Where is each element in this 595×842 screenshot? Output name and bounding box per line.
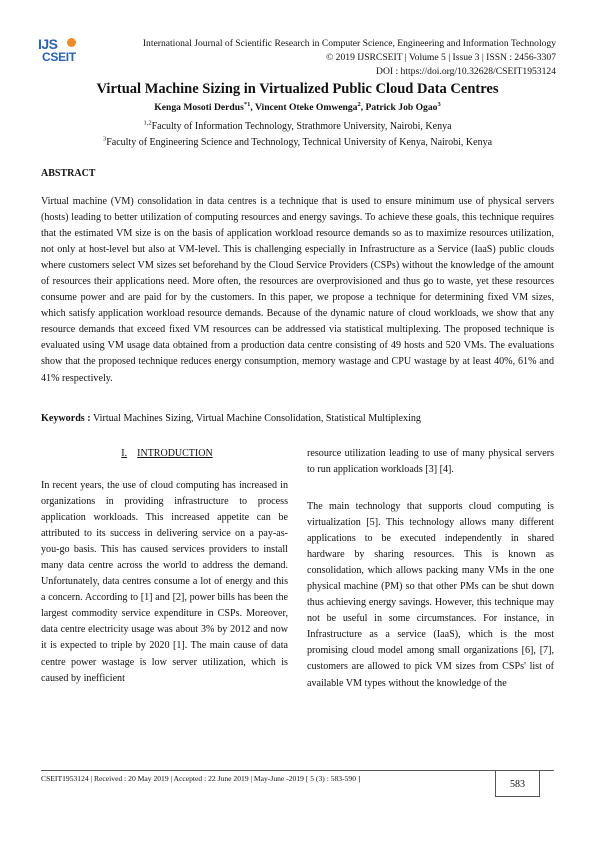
journal-logo (38, 36, 90, 68)
abstract-text: Virtual machine (VM) consolidation in data centres is a technique that is used to ensure minimum use of physical servers (hosts) leading to better utilization of computing resources and energy savings. To achieve these goals, this technique requires that the estimated VM size is on the basis of application workload resource demands so as to maximize resources utilization, not only at host-level but also at VM-level. This is challenging especially in Infrastructure as a Service (IaaS) public clouds where customers select VM sizes set beforehand by the Cloud Service Providers (CSPs) without the knowledge of the amount of resources their applications need. More often, the resources are overprovisioned and thus go to waste, yet these resources consume power and are paid for by the customers. In this paper, we propose a technique for determining fixed VM sizes, which satisfy application workload resource demands. Because of the dynamic nature of cloud workloads, we show that any resource demands that exceed fixed VM resources can be addressed via statistical multiplexing. The proposed technique is evaluated using VM usage data obtained from a production data centre consisting of 49 hosts and 520 VMs. The evaluations show that the proposed technique reduces energy consumption, memory wastage and CPU wastage by at least 40%, 61% and 41% respectively. (41, 196, 554, 384)
footer-divider (41, 770, 554, 771)
author-3: , Patrick Job Ogao (360, 102, 438, 113)
author-3-marker: 3 (437, 100, 441, 108)
author-2: , Vincent Oteke Omwenga (250, 102, 358, 113)
page-number-box (495, 770, 540, 797)
affiliation-2 (0, 137, 595, 148)
keywords-text: Virtual Machines Sizing, Virtual Machine Consolidation, Statistical Multiplexing (90, 413, 421, 424)
affiliation-1 (0, 121, 595, 132)
affiliation-2-text: Faculty of Engineering Science and Technology, Technical University of Kenya, Nairobi, Kenya (106, 137, 493, 148)
section-number: I. (121, 448, 128, 459)
journal-doi: DOI : https://doi.org/10.32628/CSEIT1953124 (376, 66, 556, 77)
section-title: INTRODUCTION (137, 448, 213, 459)
intro-left-paragraph: In recent years, the use of cloud computing has increased in organizations in providing infrastructure to process application workloads. This increased appetite can be attributed to its success in delivering service on a pay-as-you-go basis. This has caused services providers to install many data centre across the world to address the demand. Unfortunately, data centres consume a lot of energy and this a concern. According to [1] and [2], power bills has been the largest commodity service expenditure in CSPs. Moreover, data centre electricity usage was about 3% by 2012 and now it is expected to triple by 2020 [1]. The main cause of data centre power wastage is low server utilization, which is caused by inefficient (41, 480, 288, 684)
intro-right-paragraph-2: The main technology that supports cloud computing is virtualization [5]. This technology allows many different applications to be executed independently in shared hardware by sharing resources. This is known as consolidation, which allows packing many VMs in the one physical machine (PM) so that other PMs can be shut down thus achieving energy savings. However, this technique may not be useful in some circumstances. For instance, in Infrastructure as a service (IaaS), which is the most promising cloud model among small organizations [6], [7], customers are allowed to pick VM sizes from CSPs' list of available VM types without the knowledge of the (307, 501, 554, 689)
affiliation-2-marker: 3 (102, 135, 107, 143)
keywords-label: Keywords : (41, 413, 91, 424)
journal-volume: © 2019 IJSRCSEIT | Volume 5 | Issue 3 | ISSN : 2456-3307 (326, 52, 556, 63)
section-heading (41, 448, 293, 459)
affiliation-1-text: Faculty of Information Technology, Strathmore University, Nairobi, Kenya (151, 121, 452, 132)
abstract-heading: ABSTRACT (41, 168, 96, 179)
logo-text-top: IJS (38, 36, 58, 52)
author-2-marker: 2 (357, 100, 361, 108)
affiliation-1-marker: 1,2 (143, 119, 152, 127)
logo-text-bottom: CSEIT (42, 50, 76, 64)
paper-title: Virtual Machine Sizing in Virtualized Public Cloud Data Centres (96, 81, 499, 97)
journal-name: International Journal of Scientific Research in Computer Science, Engineering and Information Technology (142, 38, 556, 49)
author-1: Kenga Mosoti Derdus (154, 102, 244, 113)
logo-globe-icon (67, 38, 76, 47)
author-list (0, 102, 595, 113)
intro-right-paragraph-1: resource utilization leading to use of many physical servers to run application workloads [3] [4]. (307, 448, 554, 476)
footer-citation: CSEIT1953124 | Received : 20 May 2019 | Accepted : 22 June 2019 | May-June -2019 [ 5 (3) : 583-590 ] (41, 774, 361, 783)
page-number: 583 (510, 779, 525, 790)
keywords (41, 411, 554, 426)
author-1-marker: *1 (243, 100, 251, 108)
